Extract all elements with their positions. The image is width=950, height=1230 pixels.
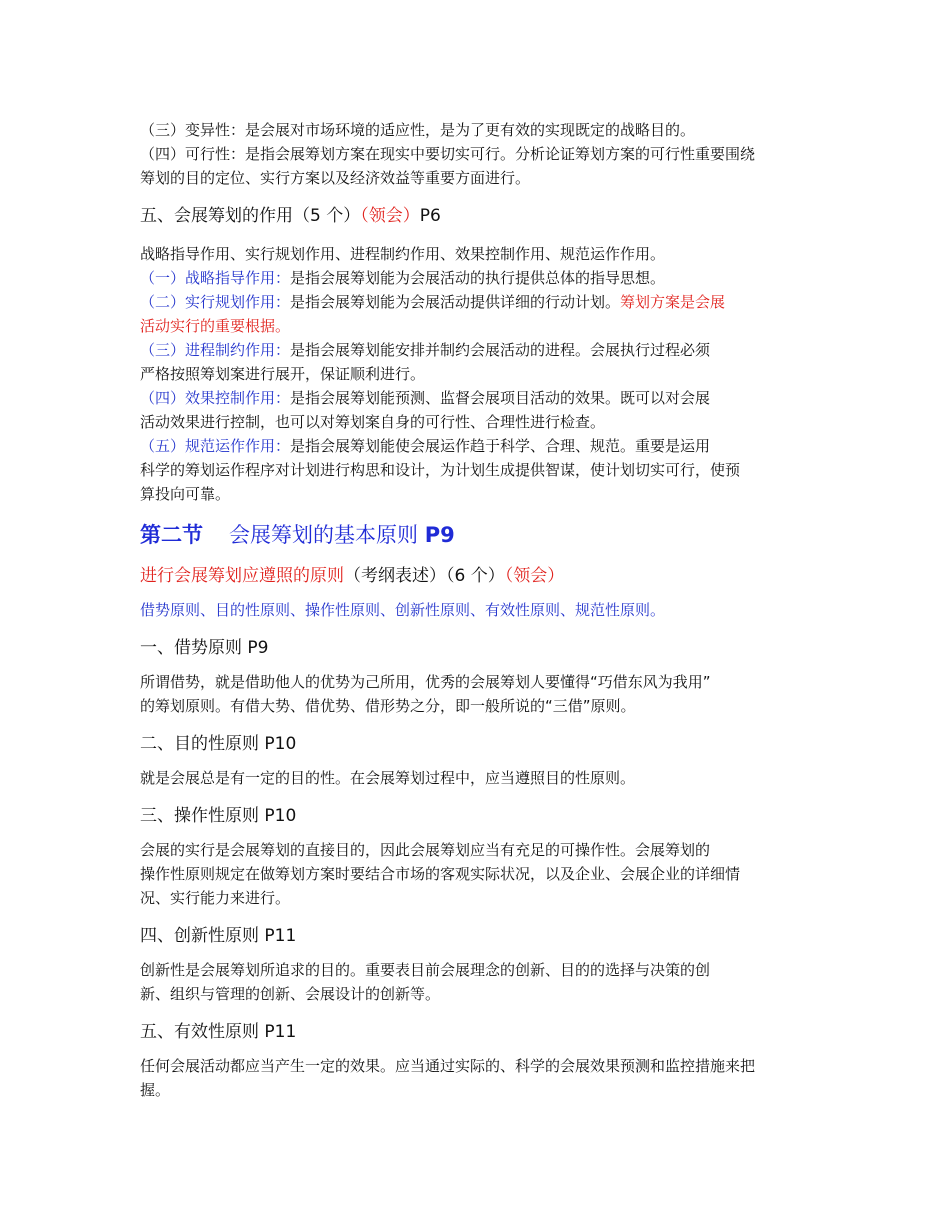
role-label: （五）规范运作作用： (140, 437, 291, 455)
role-item-4-cont: 活动效果进行控制，也可以对筹划案自身的可行性、合理性进行检查。 (140, 413, 606, 431)
role-item-5-cont: 科学的筹划运作程序对计划进行构思和设计，为计划生成提供智谋，使计划切实可行，使预 (140, 461, 741, 479)
heading-roles-page: P6 (419, 206, 441, 226)
role-text: 是指会展筹划能预测、监督会展项目活动的效果。既可以对会展 (290, 389, 711, 407)
principle-text: 的筹划原则。有借大势、借优势、借形势之分，即一般所说的“三借”原则。 (140, 697, 636, 715)
principle-text: 会展的实行是会展筹划的直接目的，因此会展筹划应当有充足的可操作性。会展筹划的 (140, 841, 711, 859)
principles-heading-red: 进行会展筹划应遵照的原则 (140, 566, 344, 586)
role-item-1 (140, 266, 820, 290)
para-feasibility-1: （四）可行性：是指会展筹划方案在现实中要切实可行。分析论证筹划方案的可行性重要围绕 (140, 145, 756, 163)
role-text: 是指会展筹划能为会展活动的执行提供总体的指导思想。 (290, 269, 666, 287)
role-item-5-cont2: 算投向可靠。 (140, 485, 231, 503)
principle-text: 新、组织与管理的创新、会展设计的创新等。 (140, 985, 441, 1003)
roles-summary: 战略指导作用、实行规划作用、进程制约作用、效果控制作用、规范运作作用。 (140, 245, 666, 263)
section-page: P9 (424, 523, 455, 547)
role-text: 是指会展筹划能为会展活动提供详细的行动计划。 (290, 293, 621, 311)
role-item-5 (140, 434, 820, 458)
role-label: （四）效果控制作用： (140, 389, 291, 407)
heading-roles-main: 五、会展筹划的作用（5 个） (140, 206, 361, 226)
para-variability: （三）变异性：是会展对市场环境的适应性，是为了更有效的实现既定的战略目的。 (140, 121, 696, 139)
section-number: 第二节 (140, 523, 203, 547)
role-text: 是指会展筹划能使会展运作趋于科学、合理、规范。重要是运用 (290, 437, 711, 455)
section-heading (140, 520, 820, 550)
principles-heading-mid: （考纲表述）（6 个） (344, 566, 505, 586)
role-red-text: 筹划方案是会展 (620, 293, 726, 311)
role-text: 是指会展筹划能安排并制约会展活动的进程。会展执行过程必须 (290, 341, 711, 359)
principle-text: 创新性是会展筹划所追求的目的。重要表目前会展理念的创新、目的的选择与决策的创 (140, 961, 711, 979)
role-label: （二）实行规划作用： (140, 293, 291, 311)
section-title: 会展筹划的基本原则 (229, 523, 418, 547)
role-label: （一）战略指导作用： (140, 269, 291, 287)
principle-text: 操作性原则规定在做筹划方案时要结合市场的客观实际状况，以及企业、会展企业的详细情 (140, 865, 741, 883)
principles-heading-tag: （领会） (504, 566, 565, 586)
principle-text: 任何会展活动都应当产生一定的效果。应当通过实际的、科学的会展效果预测和监控措施来把 (140, 1057, 756, 1075)
principle-text: 就是会展总是有一定的目的性。在会展筹划过程中，应当遵照目的性原则。 (140, 769, 636, 787)
principle-heading-1: 一、借势原则 P9 (140, 638, 269, 658)
principles-heading (140, 564, 820, 588)
role-item-2-cont: 活动实行的重要根据。 (140, 317, 291, 335)
role-item-3-cont: 严格按照筹划案进行展开，保证顺利进行。 (140, 365, 426, 383)
principles-list: 借势原则、目的性原则、操作性原则、创新性原则、有效性原则、规范性原则。 (140, 601, 666, 619)
role-item-3 (140, 338, 820, 362)
principle-heading-2: 二、目的性原则 P10 (140, 734, 297, 754)
heading-roles-tag: （领会） (360, 206, 420, 226)
document-page (140, 118, 820, 1102)
role-item-4 (140, 386, 820, 410)
principle-heading-5: 五、有效性原则 P11 (140, 1022, 297, 1042)
principle-text: 所谓借势，就是借助他人的优势为己所用，优秀的会展筹划人要懂得“巧借东风为我用” (140, 673, 711, 691)
role-item-2 (140, 290, 820, 314)
principle-heading-3: 三、操作性原则 P10 (140, 806, 297, 826)
principle-heading-4: 四、创新性原则 P11 (140, 926, 297, 946)
heading-roles (140, 204, 820, 228)
principle-text: 况、实行能力来进行。 (140, 889, 291, 907)
para-feasibility-2: 筹划的目的定位、实行方案以及经济效益等重要方面进行。 (140, 169, 531, 187)
principle-text: 握。 (140, 1081, 171, 1099)
role-label: （三）进程制约作用： (140, 341, 291, 359)
